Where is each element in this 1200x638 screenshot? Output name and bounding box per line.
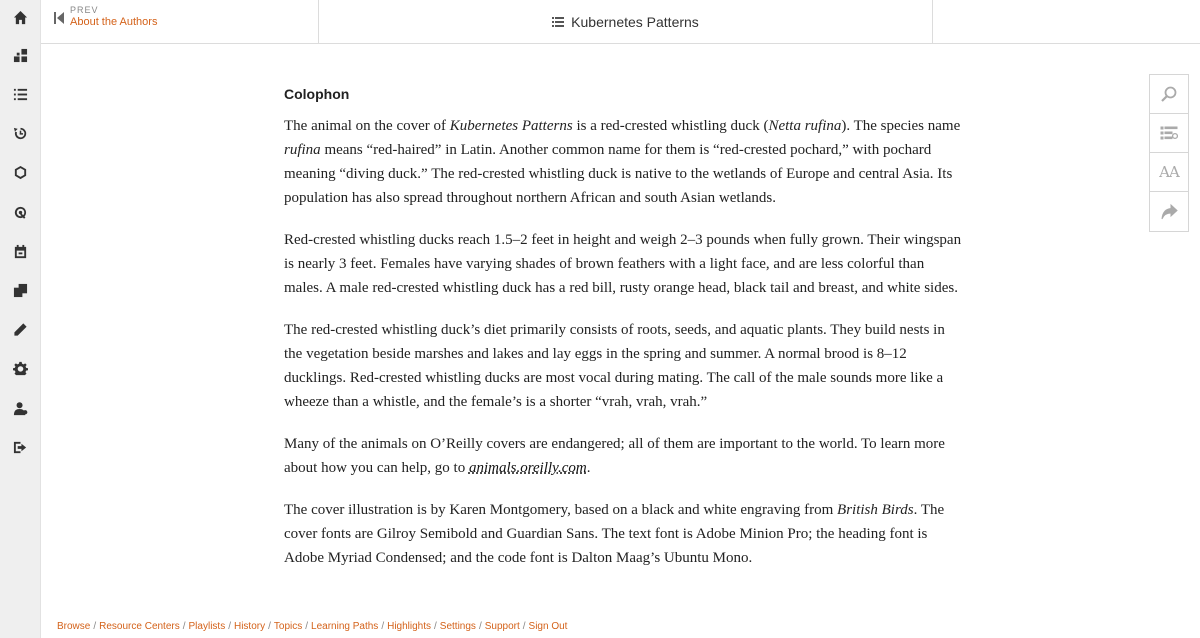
left-nav-rail (0, 0, 41, 638)
font-size-label: AA (1159, 163, 1179, 181)
sign-out-icon[interactable] (0, 432, 41, 462)
footer-link-sign-out[interactable]: Sign Out (528, 621, 568, 632)
list-settings-icon (1160, 124, 1178, 142)
top-bar (41, 0, 1200, 44)
prev-label: PREV (70, 5, 99, 15)
footer-links: Browse / Resource Centers / Playlists / History / Topics / Learning Paths / Highlights / Settings / Support / Sign Out (57, 621, 568, 632)
book-title: Kubernetes Patterns (571, 14, 699, 30)
dashboard-icon[interactable] (0, 40, 41, 70)
skip-back-icon (54, 12, 64, 24)
prev-chapter-link[interactable] (41, 0, 319, 44)
footer-link-resource-centers[interactable]: Resource Centers (99, 621, 180, 632)
paragraph-5: The cover illustration is by Karen Montgomery, based on a black and white engraving from British Birds. The cover fonts are Gilroy Semibold and Guardian Sans. The text font is Adobe Minion Pro; the heading font is Adobe Myriad Condensed; and the code font is Dalton Maag’s Ubuntu Mono. (284, 502, 945, 566)
toc-list-icon (552, 17, 564, 27)
section-heading: Colophon (284, 86, 350, 102)
calendar-icon[interactable] (0, 236, 41, 266)
paragraph-1: The animal on the cover of Kubernetes Patterns is a red-crested whistling duck (Netta rufina). The species name rufina means “red-haired” in Latin. Another common name for them is “red-crested pochard,” with pochard meaning “diving duck.” The red-crested whistling duck is native to the wetlands of Europe and central Asia. Its population has also spread throughout northern African and south Asian wetlands. (284, 118, 961, 206)
search-icon (1160, 85, 1178, 103)
paragraph-3: The red-crested whistling duck’s diet primarily consists of roots, seeds, and aquatic plants. They build nests in the vegetation beside marshes and lakes and lay eggs in the spring and summer. A normal brood is 8–12 ducklings. Red-crested whistling ducks are most vocal during mating. The call of the male sounds more like a wheeze than a whistle, and the female’s is a shorter “vrah, vrah, vrah.” (284, 322, 945, 410)
target-icon[interactable] (0, 197, 41, 227)
search-button[interactable] (1150, 75, 1188, 114)
toc-button[interactable] (1150, 114, 1188, 153)
gear-icon[interactable] (0, 353, 41, 383)
documents-icon[interactable] (0, 275, 41, 305)
pencil-icon[interactable] (0, 314, 41, 344)
hexagon-icon[interactable] (0, 157, 41, 187)
share-button[interactable] (1150, 192, 1188, 231)
animals-oreilly-link[interactable]: animals.oreilly.com (468, 460, 587, 476)
footer-link-playlists[interactable]: Playlists (188, 621, 226, 632)
footer-link-browse[interactable]: Browse (57, 621, 91, 632)
article-content (284, 80, 966, 588)
share-arrow-icon (1160, 203, 1178, 221)
footer-link-settings[interactable]: Settings (439, 621, 476, 632)
home-icon[interactable] (0, 2, 41, 32)
book-title-toc-button[interactable] (319, 0, 933, 44)
footer-link-learning-paths[interactable]: Learning Paths (311, 621, 379, 632)
footer-link-highlights[interactable]: Highlights (387, 621, 432, 632)
prev-chapter-title[interactable]: About the Authors (70, 16, 158, 28)
paragraph-4: Many of the animals on O’Reilly covers are endangered; all of them are important to the world. To learn more about how you can help, go to animals.oreilly.com. (284, 436, 945, 476)
footer-link-topics[interactable]: Topics (273, 621, 303, 632)
paragraph-2: Red-crested whistling ducks reach 1.5–2 feet in height and weigh 2–3 pounds when fully grown. Their wingspan is nearly 3 feet. Females have varying shades of brown feathers with a light face, and are less colorful than males. A male red-crested whistling duck has a red bill, rusty orange head, black tail and breast, and white sides. (284, 232, 962, 296)
font-size-button[interactable] (1150, 153, 1188, 192)
history-icon[interactable] (0, 118, 41, 148)
footer-link-history[interactable]: History (233, 621, 266, 632)
list-icon[interactable] (0, 79, 41, 109)
reader-tools (1149, 74, 1189, 232)
footer-link-support[interactable]: Support (484, 621, 520, 632)
user-icon[interactable] (0, 393, 41, 423)
